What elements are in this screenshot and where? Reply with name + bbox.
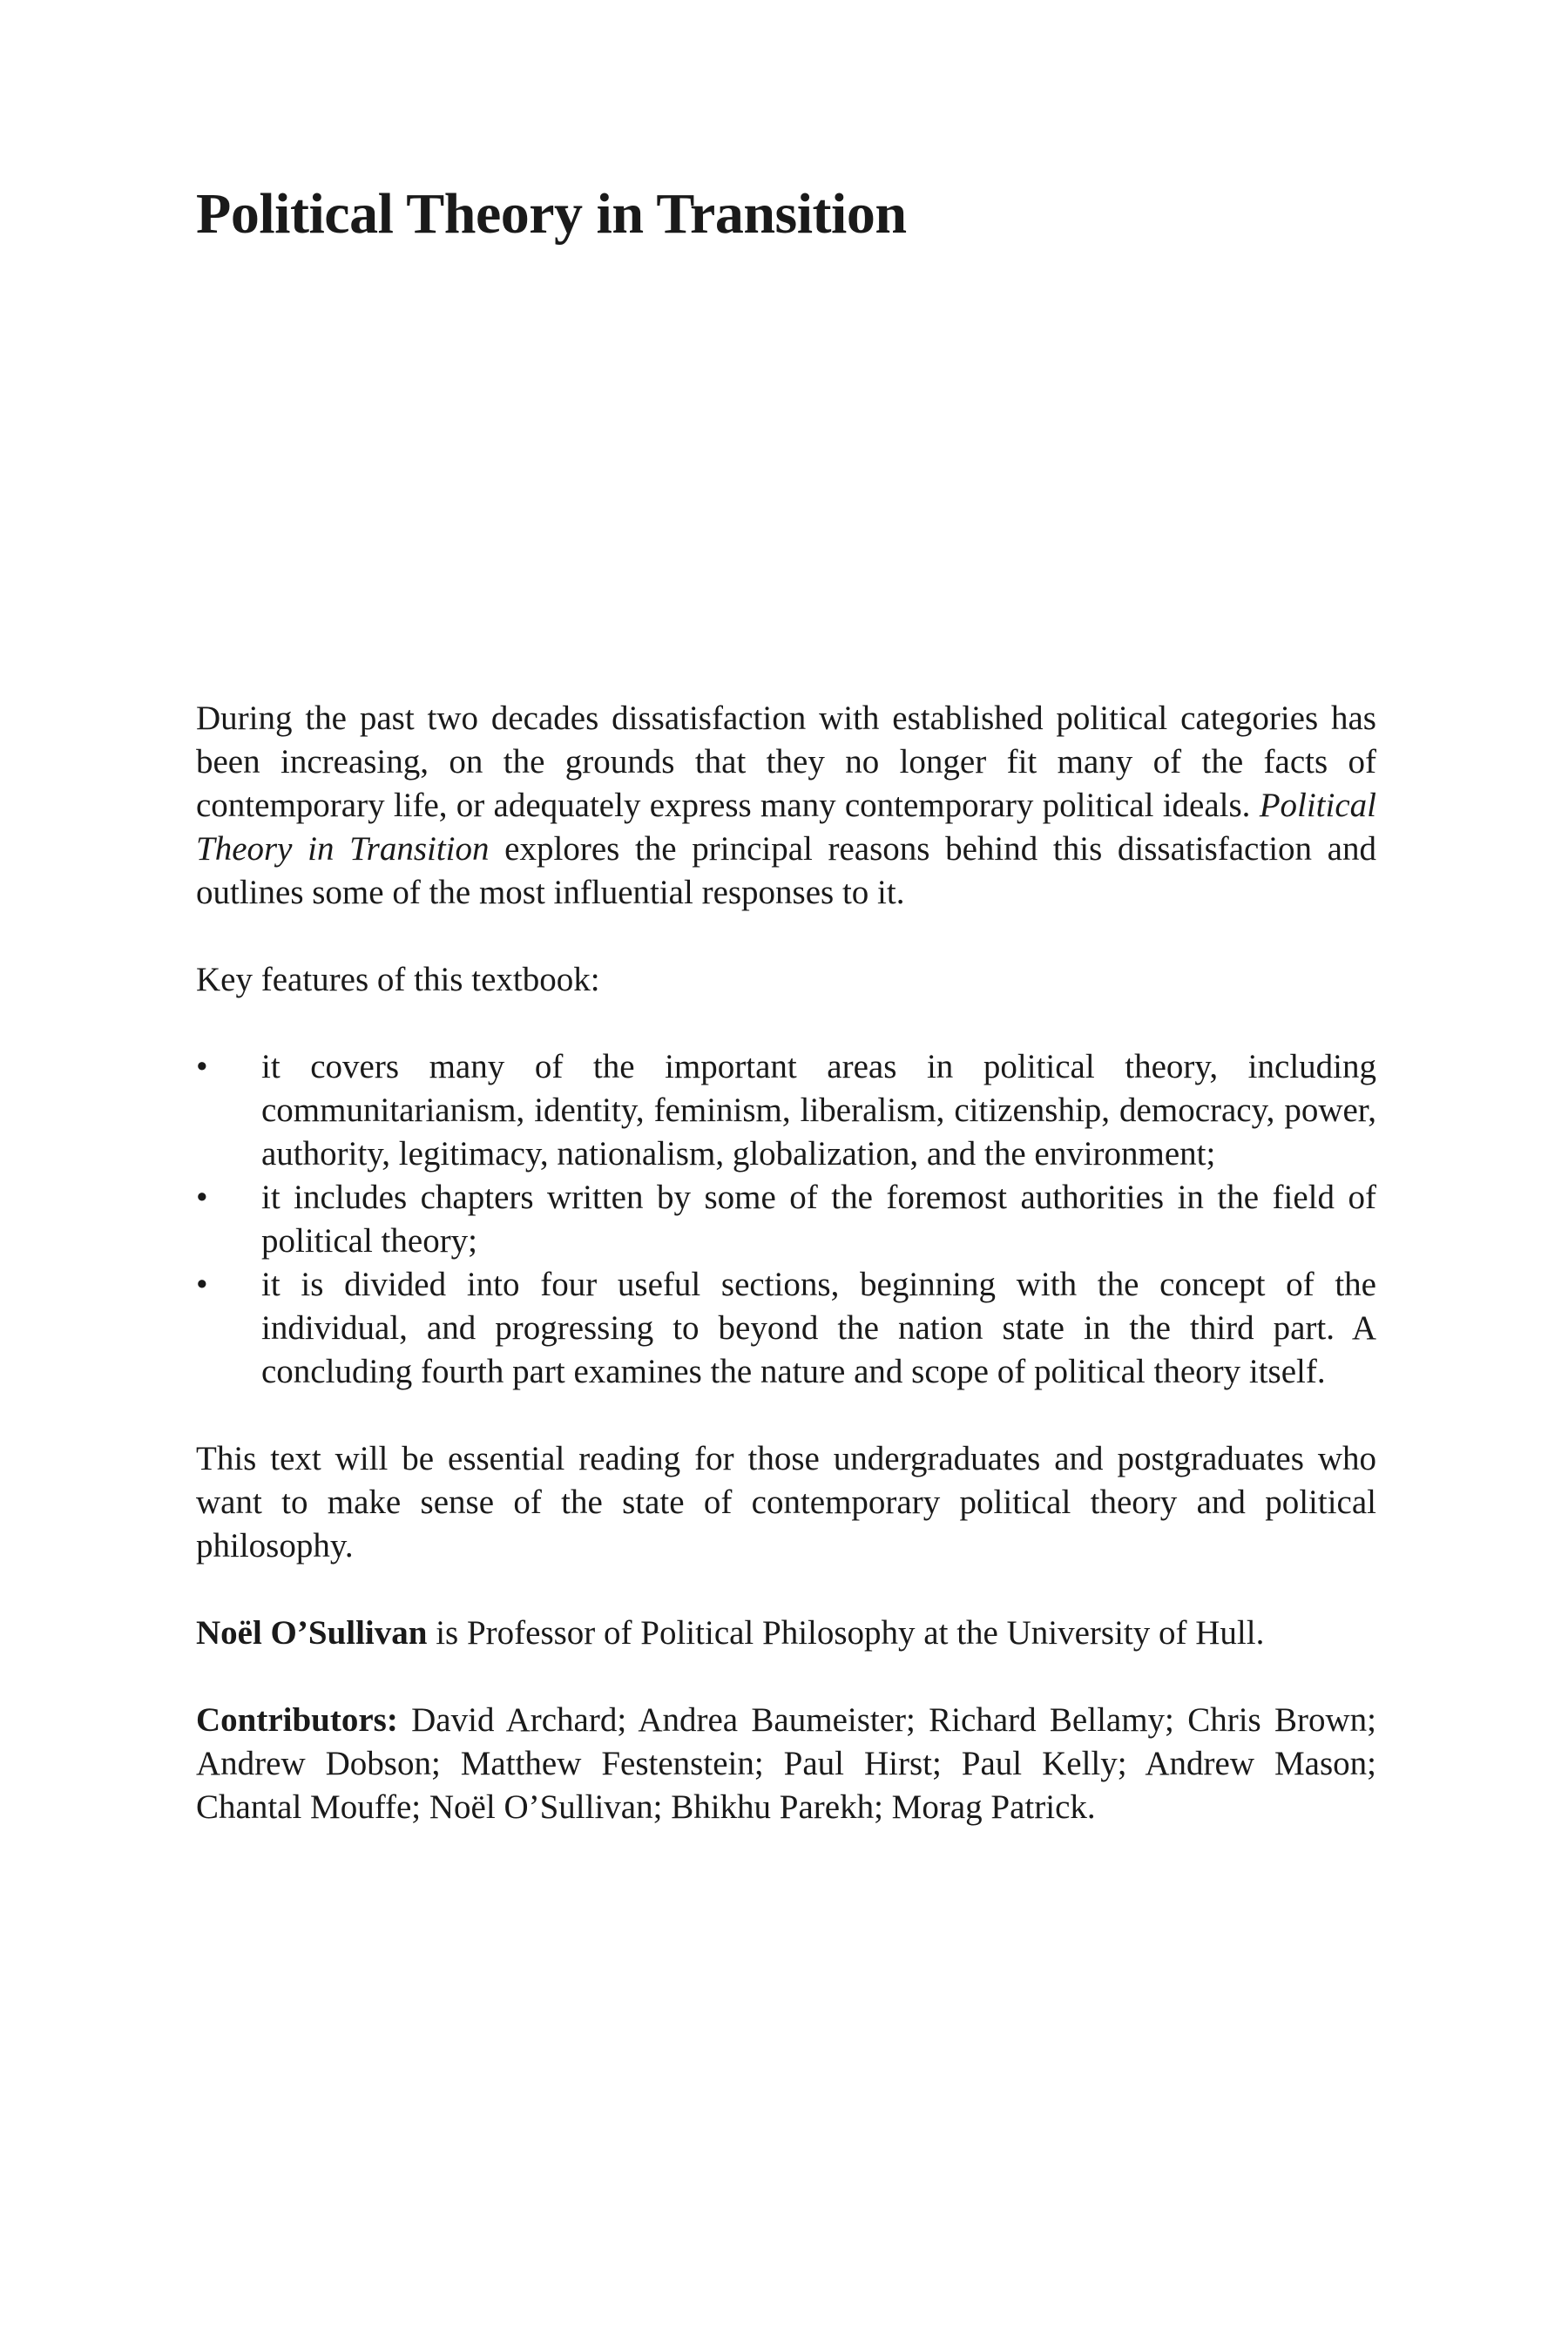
editor-description: is Professor of Political Philosophy at the University of Hull. bbox=[427, 1614, 1265, 1652]
feature-item bbox=[196, 1263, 1376, 1394]
contributors-label: Contributors: bbox=[196, 1701, 398, 1739]
blurb-body bbox=[196, 697, 1376, 1873]
book-page bbox=[196, 0, 1376, 2352]
audience-paragraph: This text will be essential reading for those undergraduates and postgraduates who want to make sense of the state of contemporary political theory and political philosophy. bbox=[196, 1440, 1376, 1565]
intro-text-before: During the past two decades dissatisfaction with established political categories has been increasing, on the grounds that they no longer fit many of the facts of contemporary life, or adequately express many contemporary political ideals. bbox=[196, 700, 1376, 824]
intro-book-title: Political Theory in Transition bbox=[196, 787, 1376, 868]
feature-item bbox=[196, 1045, 1376, 1176]
contributors-paragraph bbox=[196, 1699, 1376, 1829]
contributors-names: David Archard; Andrea Baumeister; Richard Bellamy; Chris Brown; Andrew Dobson; Matthew Festenstein; Paul Hirst; Paul Kelly; Andrew Mason; Chantal Mouffe; Noël O’Sullivan; Bhikhu Parekh; Morag Patrick. bbox=[196, 1701, 1376, 1826]
features-list bbox=[196, 1045, 1376, 1394]
intro-paragraph bbox=[196, 697, 1376, 915]
editor-paragraph bbox=[196, 1612, 1376, 1655]
feature-text: it includes chapters written by some of the foremost authorities in the field of political theory; bbox=[261, 1179, 1376, 1260]
page-title: Political Theory in Transition bbox=[196, 182, 907, 246]
feature-text: it is divided into four useful sections, beginning with the concept of the individual, and progressing to beyond the nation state in the third part. A concluding fourth part examines the nature and scope of political theory itself. bbox=[261, 1266, 1376, 1390]
intro-text-after: explores the principal reasons behind this dissatisfaction and outlines some of the most influential responses to it. bbox=[196, 830, 1376, 911]
bullet-icon: • bbox=[196, 1048, 208, 1085]
feature-text: it covers many of the important areas in political theory, including communitarianism, identity, feminism, liberalism, citizenship, democracy, power, authority, legitimacy, nationalism, globalization, and the environment; bbox=[261, 1048, 1376, 1173]
features-heading: Key features of this textbook: bbox=[196, 961, 600, 998]
feature-item bbox=[196, 1176, 1376, 1263]
editor-name: Noël O’Sullivan bbox=[196, 1614, 428, 1652]
bullet-icon: • bbox=[196, 1179, 208, 1216]
bullet-icon: • bbox=[196, 1266, 208, 1303]
